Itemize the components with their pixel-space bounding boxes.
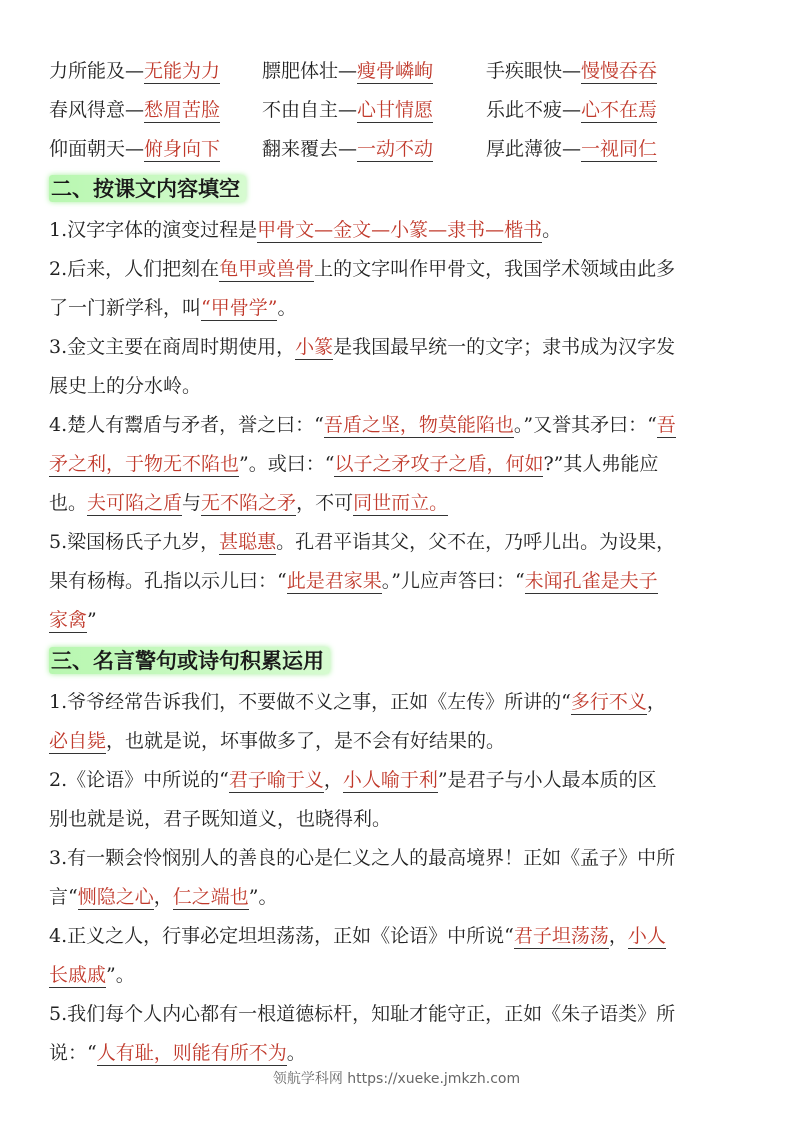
answer: 多行不义 [570,691,647,713]
idiom-pair: 膘肥体壮—瘦骨嶙峋 [262,60,434,82]
answer: 长戚戚 [49,964,107,986]
idiom-pair: 手疾眼快—慢慢吞吞 [486,60,658,82]
answer: 小篆 [295,336,334,358]
answer: 龟甲或兽骨 [219,258,315,280]
answer: 小人 [627,925,666,947]
s3-q1-line1: 1.爷爷经常告诉我们，不要做不义之事，正如《左传》所讲的“多行不义， [49,691,666,713]
section-heading-3: 三、名言警句或诗句积累运用 [49,643,330,679]
answer: 未闻孔雀是夫子 [524,570,658,592]
s2-q5-line3: 家禽” [49,609,97,631]
idiom-pair: 不由自主—心甘情愿 [262,99,434,121]
answer: 俯身向下 [144,138,221,160]
answer: 吾 [656,414,676,436]
answer: 必自毙 [49,730,107,752]
s2-q5-line2: 果有杨梅。孔指以示儿曰：“此是君家果。”儿应声答曰：“未闻孔雀是夫子 [49,570,658,592]
s3-q1-line2: 必自毙，也就是说，坏事做多了，是不会有好结果的。 [49,730,506,752]
answer: 夫可陷之盾 [87,492,183,514]
answer: 恻隐之心 [77,886,154,908]
answer: 无能为力 [144,60,221,82]
idiom-pair: 翻来覆去—一动不动 [262,138,434,160]
answer: 甚聪惠 [219,531,277,553]
s3-q4-line2: 长戚戚”。 [49,964,135,986]
answer: 君子坦荡荡 [513,925,609,947]
s2-q3-line1: 3.金文主要在商周时期使用，小篆是我国最早统一的文字；隶书成为汉字发 [49,336,676,358]
answer: 愁眉苦脸 [144,99,221,121]
idiom-pair: 力所能及—无能为力 [49,60,221,82]
answer: 人有耻，则能有所不为 [96,1042,287,1064]
s2-q4-line1: 4.楚人有鬻盾与矛者，誉之曰：“吾盾之坚，物莫能陷也。”又誉其矛曰：“吾 [49,414,676,436]
idiom-pair: 乐此不疲—心不在焉 [486,99,658,121]
answer: 瘦骨嶙峋 [357,60,434,82]
answer: 家禽 [49,609,88,631]
s2-q4-line2: 矛之利，于物无不陷也”。或曰：“以子之矛攻子之盾，何如?”其人弗能应 [49,453,659,475]
footer-watermark: 领航学科网 https://xueke.jmkzh.com [272,1071,521,1087]
idiom-pair: 厚此薄彼—一视同仁 [486,138,658,160]
idiom-row-1 [49,52,749,90]
answer: 同世而立。 [353,492,449,514]
answer: 一视同仁 [581,138,658,160]
s3-q2-line1: 2.《论语》中所说的“君子喻于义，小人喻于利”是君子与小人最本质的区 [49,769,657,791]
s2-q4-line3: 也。夫可陷之盾与无不陷之矛，不可同世而立。 [49,492,449,514]
answer: 仁之端也 [172,886,249,908]
s2-q3-line2: 展史上的分水岭。 [49,375,202,397]
idiom-pair: 春风得意—愁眉苦脸 [49,99,221,121]
answer: 矛之利，于物无不陷也 [49,453,240,475]
s3-q3-line1: 3.有一颗会怜悯别人的善良的心是仁义之人的最高境界！正如《孟子》中所 [49,847,676,869]
answer: 无不陷之矛 [201,492,297,514]
answer: 小人喻于利 [342,769,438,791]
answer: 君子喻于义 [228,769,324,791]
answer: 甲骨文—金文—小篆—隶书—楷书 [257,219,543,241]
s3-q3-line2: 言“恻隐之心，仁之端也”。 [49,886,278,908]
answer: 心甘情愿 [357,99,434,121]
answer: 吾盾之坚，物莫能陷也 [323,414,514,436]
s3-q4-line1: 4.正义之人，行事必定坦坦荡荡，正如《论语》中所说“君子坦荡荡，小人 [49,925,666,947]
answer: 一动不动 [357,138,434,160]
answer: 以子之矛攻子之盾，何如 [334,453,544,475]
answer: “甲骨学” [201,297,278,319]
idiom-pair: 仰面朝天—俯身向下 [49,138,221,160]
s3-q5-line1: 5.我们每个人内心都有一根道德标杆，知耻才能守正，正如《朱子语类》所 [49,1003,676,1025]
s2-q5-line1: 5.梁国杨氏子九岁，甚聪惠。孔君平诣其父，父不在，乃呼儿出。为设果， [49,531,676,553]
idiom-row-3 [49,130,749,168]
s3-q2-line2: 别也就是说，君子既知道义，也晓得利。 [49,808,392,830]
idiom-row-2 [49,91,749,129]
answer: 此是君家果 [286,570,382,592]
section-heading-2: 二、按课文内容填空 [49,171,246,207]
answer: 心不在焉 [581,99,658,121]
s2-q2-line1: 2.后来，人们把刻在龟甲或兽骨上的文字叫作甲骨文，我国学术领域由此多 [49,258,676,280]
s3-q5-line2: 说：“人有耻，则能有所不为。 [49,1042,306,1064]
s2-q1: 1.汉字字体的演变过程是甲骨文—金文—小篆—隶书—楷书。 [49,219,562,241]
answer: 慢慢吞吞 [581,60,658,82]
s2-q2-line2: 了一门新学科，叫“甲骨学”。 [49,297,297,319]
